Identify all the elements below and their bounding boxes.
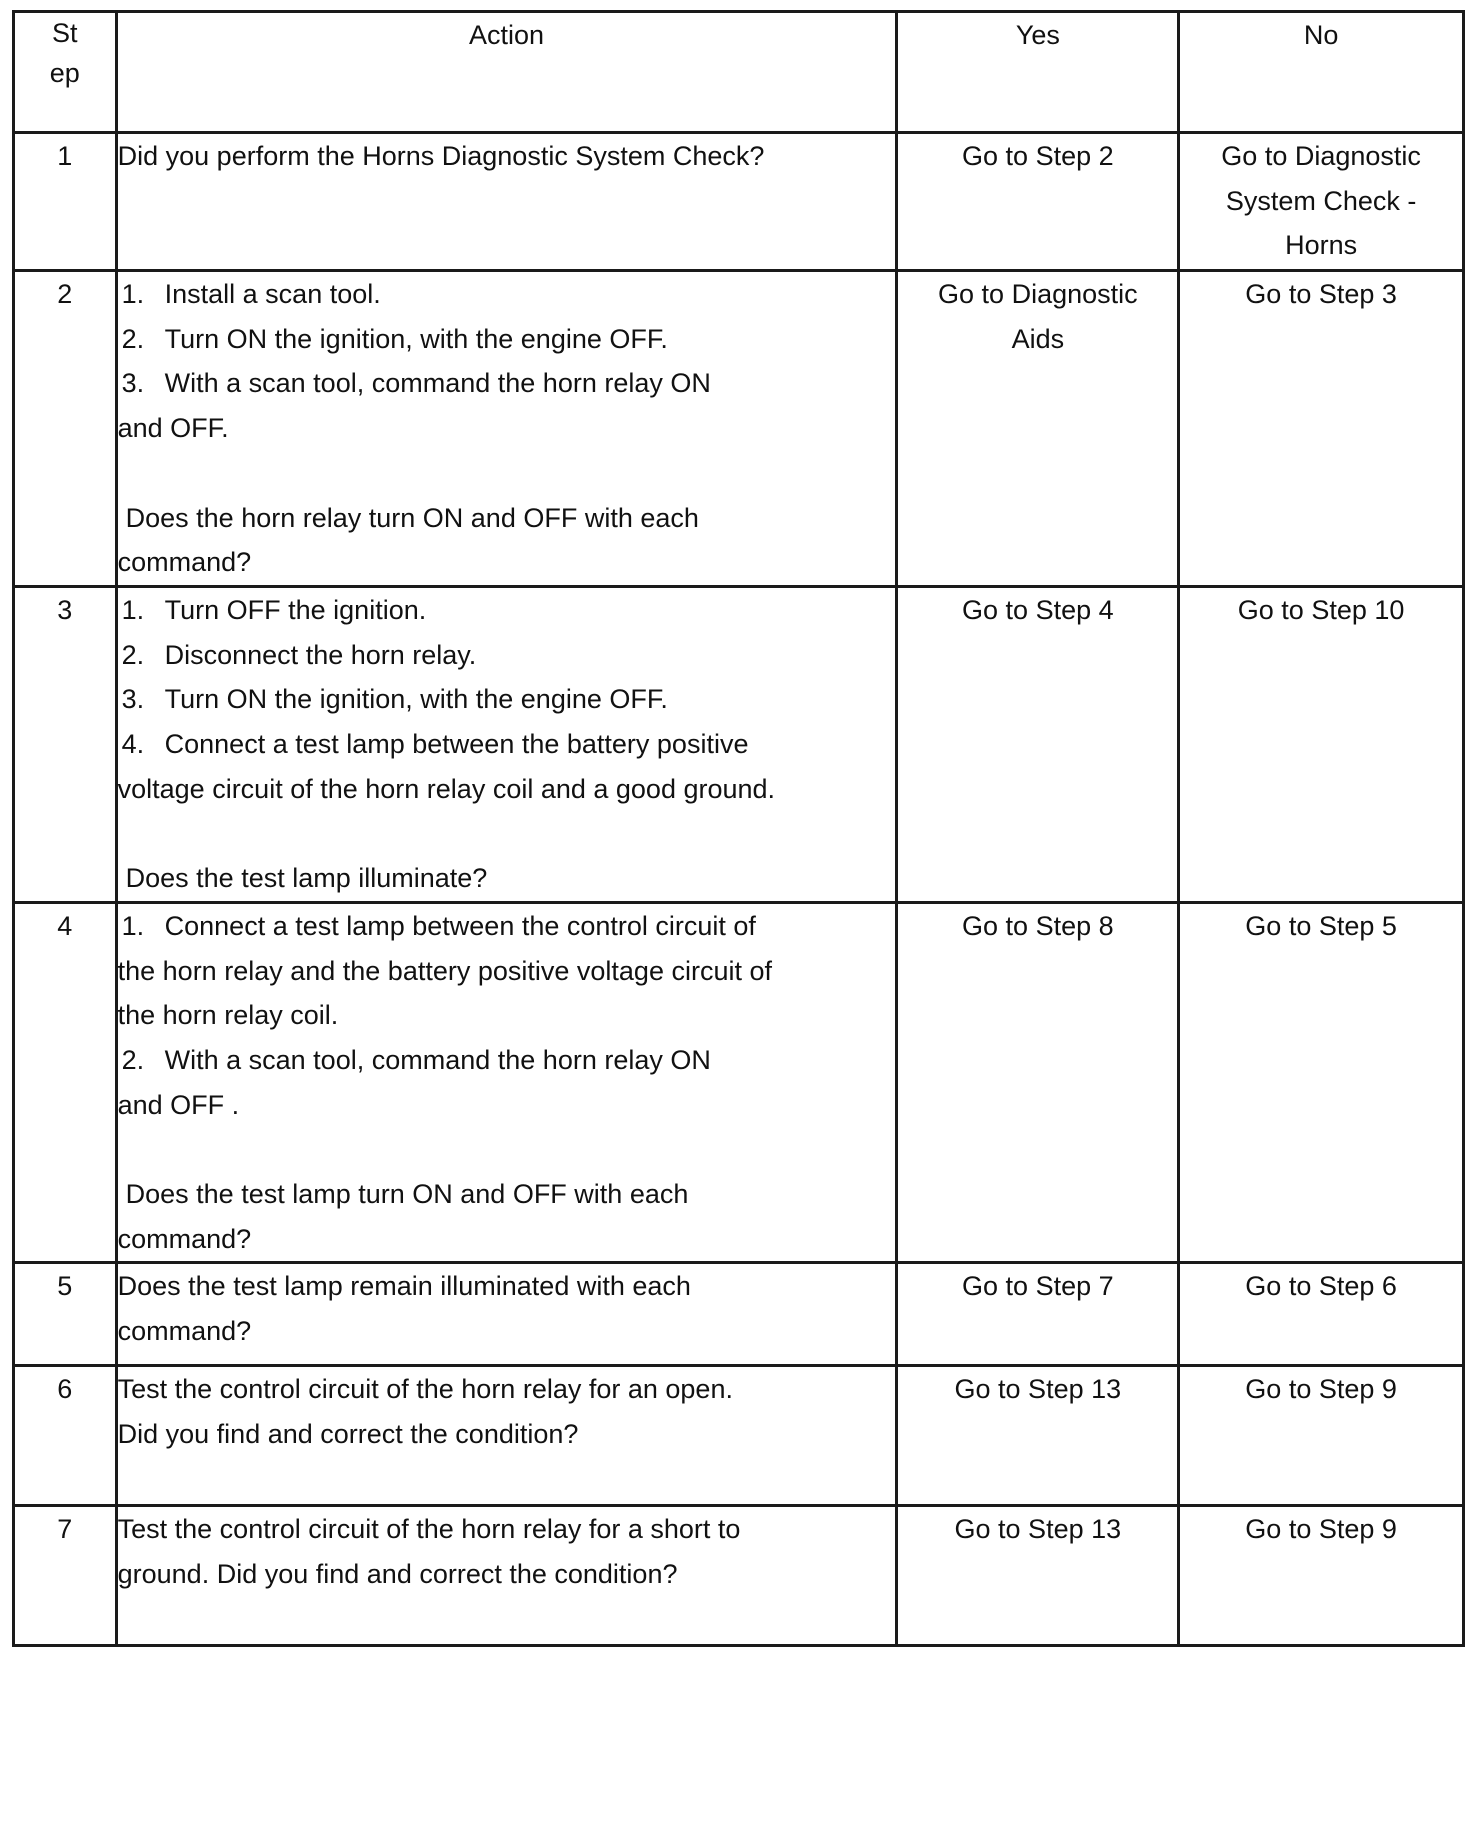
action-question: Test the control circuit of the horn relay for a short to bbox=[117, 1514, 741, 1545]
yes-text: Go to Step 8 bbox=[962, 910, 1114, 941]
header-yes: Yes bbox=[897, 12, 1179, 133]
header-action: Action bbox=[116, 12, 897, 133]
yes-text: Go to Step 4 bbox=[962, 594, 1114, 625]
yes-cell bbox=[897, 1263, 1179, 1366]
yes-cell bbox=[897, 586, 1179, 902]
action-continuation: the horn relay coil. bbox=[117, 1000, 339, 1031]
action-question: ground. Did you find and correct the condition? bbox=[117, 1559, 678, 1590]
action-cell bbox=[116, 133, 897, 271]
action-cell bbox=[116, 1263, 897, 1366]
action-list-item: 1. Connect a test lamp between the control circuit of bbox=[121, 910, 756, 941]
action-cell bbox=[116, 1366, 897, 1506]
table-row bbox=[14, 586, 1464, 902]
no-cell bbox=[1179, 271, 1464, 587]
no-text: Go to Step 9 bbox=[1245, 1374, 1397, 1405]
action-question: Does the test lamp remain illuminated with each bbox=[117, 1271, 691, 1302]
action-list-item: 3. Turn ON the ignition, with the engine OFF. bbox=[121, 684, 668, 715]
action-list-item: 2. With a scan tool, command the horn relay ON bbox=[121, 1044, 711, 1075]
action-list-item: 4. Connect a test lamp between the battery positive bbox=[121, 729, 749, 760]
action-continuation: the horn relay and the battery positive voltage circuit of bbox=[117, 955, 772, 986]
no-cell bbox=[1179, 1366, 1464, 1506]
step-number: 5 bbox=[14, 1263, 117, 1366]
table-row bbox=[14, 1263, 1464, 1366]
table-row bbox=[14, 271, 1464, 587]
action-cell bbox=[116, 586, 897, 902]
step-number: 2 bbox=[14, 271, 117, 587]
header-step-line1: St bbox=[52, 18, 78, 48]
yes-text: Go to Step 2 bbox=[962, 141, 1114, 171]
action-list-item: 1. Install a scan tool. bbox=[121, 279, 381, 309]
action-question: command? bbox=[117, 1316, 252, 1347]
no-text: Go to Step 3 bbox=[1245, 279, 1397, 309]
action-continuation: and OFF . bbox=[117, 1089, 240, 1120]
yes-text: Aids bbox=[1011, 323, 1065, 354]
action-list-item: 3. With a scan tool, command the horn relay ON bbox=[121, 368, 711, 399]
action-question: command? bbox=[117, 1223, 252, 1254]
diagnostic-table bbox=[12, 10, 1465, 1647]
action-question: Does the test lamp turn ON and OFF with each bbox=[125, 1179, 689, 1210]
action-question: Did you find and correct the condition? bbox=[117, 1419, 579, 1450]
action-continuation: voltage circuit of the horn relay coil and a good ground. bbox=[117, 773, 776, 804]
action-question: command? bbox=[117, 547, 252, 578]
table-row bbox=[14, 1366, 1464, 1506]
action-list-item: 1. Turn OFF the ignition. bbox=[121, 594, 427, 625]
header-row bbox=[14, 12, 1464, 133]
yes-text: Go to Step 13 bbox=[954, 1514, 1122, 1545]
no-text: Horns bbox=[1285, 230, 1358, 261]
yes-cell bbox=[897, 1506, 1179, 1646]
action-cell bbox=[116, 271, 897, 587]
no-text: Go to Diagnostic bbox=[1221, 141, 1421, 171]
action-cell bbox=[116, 902, 897, 1263]
no-cell bbox=[1179, 586, 1464, 902]
step-number: 4 bbox=[14, 902, 117, 1263]
yes-cell bbox=[897, 1366, 1179, 1506]
table-row bbox=[14, 133, 1464, 271]
action-list-item: 2. Disconnect the horn relay. bbox=[121, 639, 477, 670]
table-row bbox=[14, 1506, 1464, 1646]
yes-cell bbox=[897, 133, 1179, 271]
yes-text: Go to Step 7 bbox=[962, 1271, 1114, 1302]
action-cell bbox=[116, 1506, 897, 1646]
action-question: Did you perform the Horns Diagnostic System Check? bbox=[117, 141, 765, 171]
step-number: 3 bbox=[14, 586, 117, 902]
table-row bbox=[14, 902, 1464, 1263]
no-text: Go to Step 9 bbox=[1245, 1514, 1397, 1545]
step-number: 6 bbox=[14, 1366, 117, 1506]
yes-cell bbox=[897, 902, 1179, 1263]
action-question: Does the test lamp illuminate? bbox=[125, 863, 488, 894]
header-no: No bbox=[1179, 12, 1464, 133]
step-number: 1 bbox=[14, 133, 117, 271]
action-question: Test the control circuit of the horn relay for an open. bbox=[117, 1374, 733, 1405]
yes-cell bbox=[897, 271, 1179, 587]
yes-text: Go to Step 13 bbox=[954, 1374, 1122, 1405]
no-text: Go to Step 6 bbox=[1245, 1271, 1397, 1302]
no-text: System Check - bbox=[1225, 185, 1417, 216]
step-number: 7 bbox=[14, 1506, 117, 1646]
no-text: Go to Step 5 bbox=[1245, 910, 1397, 941]
header-step-line2: ep bbox=[49, 58, 80, 88]
no-cell bbox=[1179, 133, 1464, 271]
no-text: Go to Step 10 bbox=[1237, 594, 1405, 625]
no-cell bbox=[1179, 1263, 1464, 1366]
action-list-item: 2. Turn ON the ignition, with the engine OFF. bbox=[121, 323, 668, 354]
header-step bbox=[14, 12, 117, 133]
no-cell bbox=[1179, 1506, 1464, 1646]
yes-text: Go to Diagnostic bbox=[938, 279, 1138, 309]
action-question: Does the horn relay turn ON and OFF with each bbox=[125, 502, 699, 533]
action-continuation: and OFF. bbox=[117, 413, 229, 444]
no-cell bbox=[1179, 902, 1464, 1263]
